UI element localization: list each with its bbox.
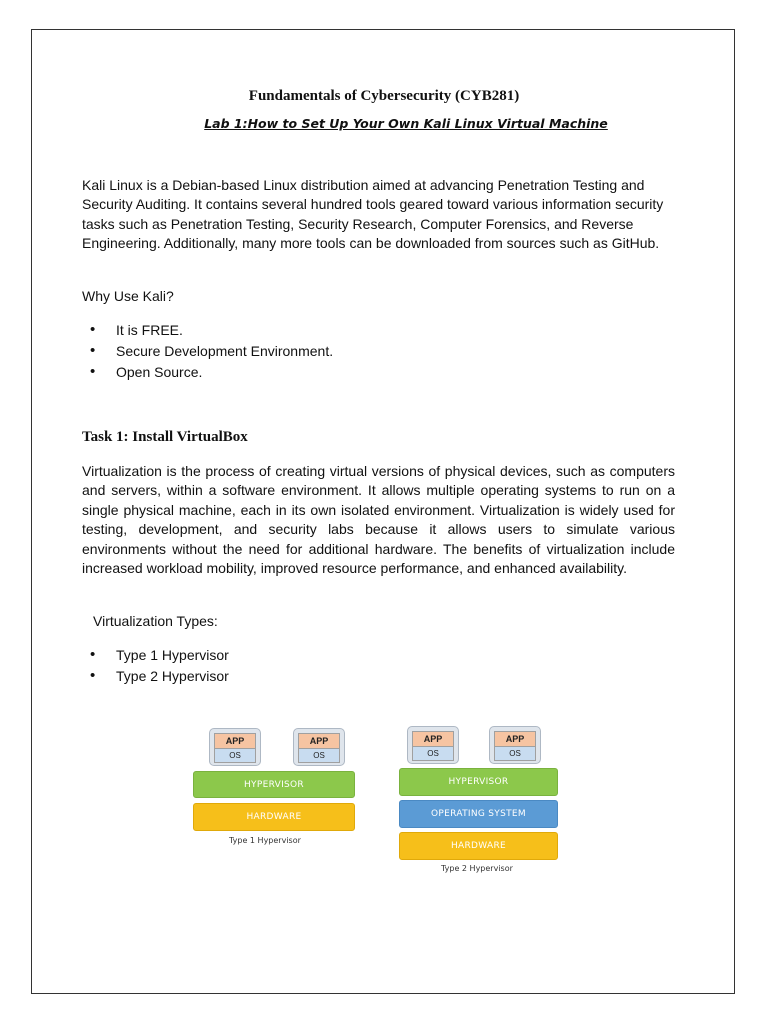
intro-paragraph: Kali Linux is a Debian-based Linux distribution aimed at advancing Penetration Testing and Security Auditing. It contains several hundred tools geared toward various information security tasks such as Penetration Testing, Security Research, Computer Forensics, and Reverse Engineering. Additionally, many more tools can be downloaded from sources such as GitHub. [82, 177, 664, 252]
type2-hardware-layer: HARDWARE [399, 832, 558, 860]
task1-heading: Task 1: Install VirtualBox [82, 429, 248, 445]
os-label: OS [494, 746, 536, 761]
reasons-list [90, 322, 333, 384]
list-item: • Type 1 Hypervisor [90, 647, 229, 668]
os-label: OS [298, 748, 340, 763]
type2-hypervisor-layer: HYPERVISOR [399, 768, 558, 796]
os-label: OS [412, 746, 454, 761]
course-title: Fundamentals of Cybersecurity (CYB281) [248, 88, 520, 104]
list-item: • Type 2 Hypervisor [90, 668, 229, 689]
app-label: APP [214, 733, 256, 749]
why-kali-heading: Why Use Kali? [82, 288, 174, 304]
type1-hypervisor-layer: HYPERVISOR [193, 771, 355, 798]
list-item: • Secure Development Environment. [90, 343, 333, 364]
virtualization-types-heading: Virtualization Types: [93, 613, 218, 629]
virtualization-paragraph: Virtualization is the process of creating virtual versions of physical devices, such as computers and servers, within a software environment. It allows multiple operating systems to run on a single physical machine, each in its own isolated environment. Virtualization is widely used for testing, development, and security labs because it allows users to simulate various environments without the need for additional hardware. The benefits of virtualization include increased workload mobility, improved resource performance, and enhanced availability. [82, 463, 675, 577]
type1-hardware-layer: HARDWARE [193, 803, 355, 831]
type2-caption: Type 2 Hypervisor [441, 864, 513, 873]
type2-operating-system-layer: OPERATING SYSTEM [399, 800, 558, 828]
list-item: • It is FREE. [90, 322, 333, 343]
app-label: APP [494, 731, 536, 747]
app-label: APP [412, 731, 454, 747]
app-label: APP [298, 733, 340, 749]
os-label: OS [214, 748, 256, 763]
types-list [90, 647, 229, 689]
lab-title: Lab 1:How to Set Up Your Own Kali Linux Virtual Machine [204, 116, 608, 131]
type1-caption: Type 1 Hypervisor [229, 836, 301, 845]
list-item: • Open Source. [90, 364, 333, 385]
